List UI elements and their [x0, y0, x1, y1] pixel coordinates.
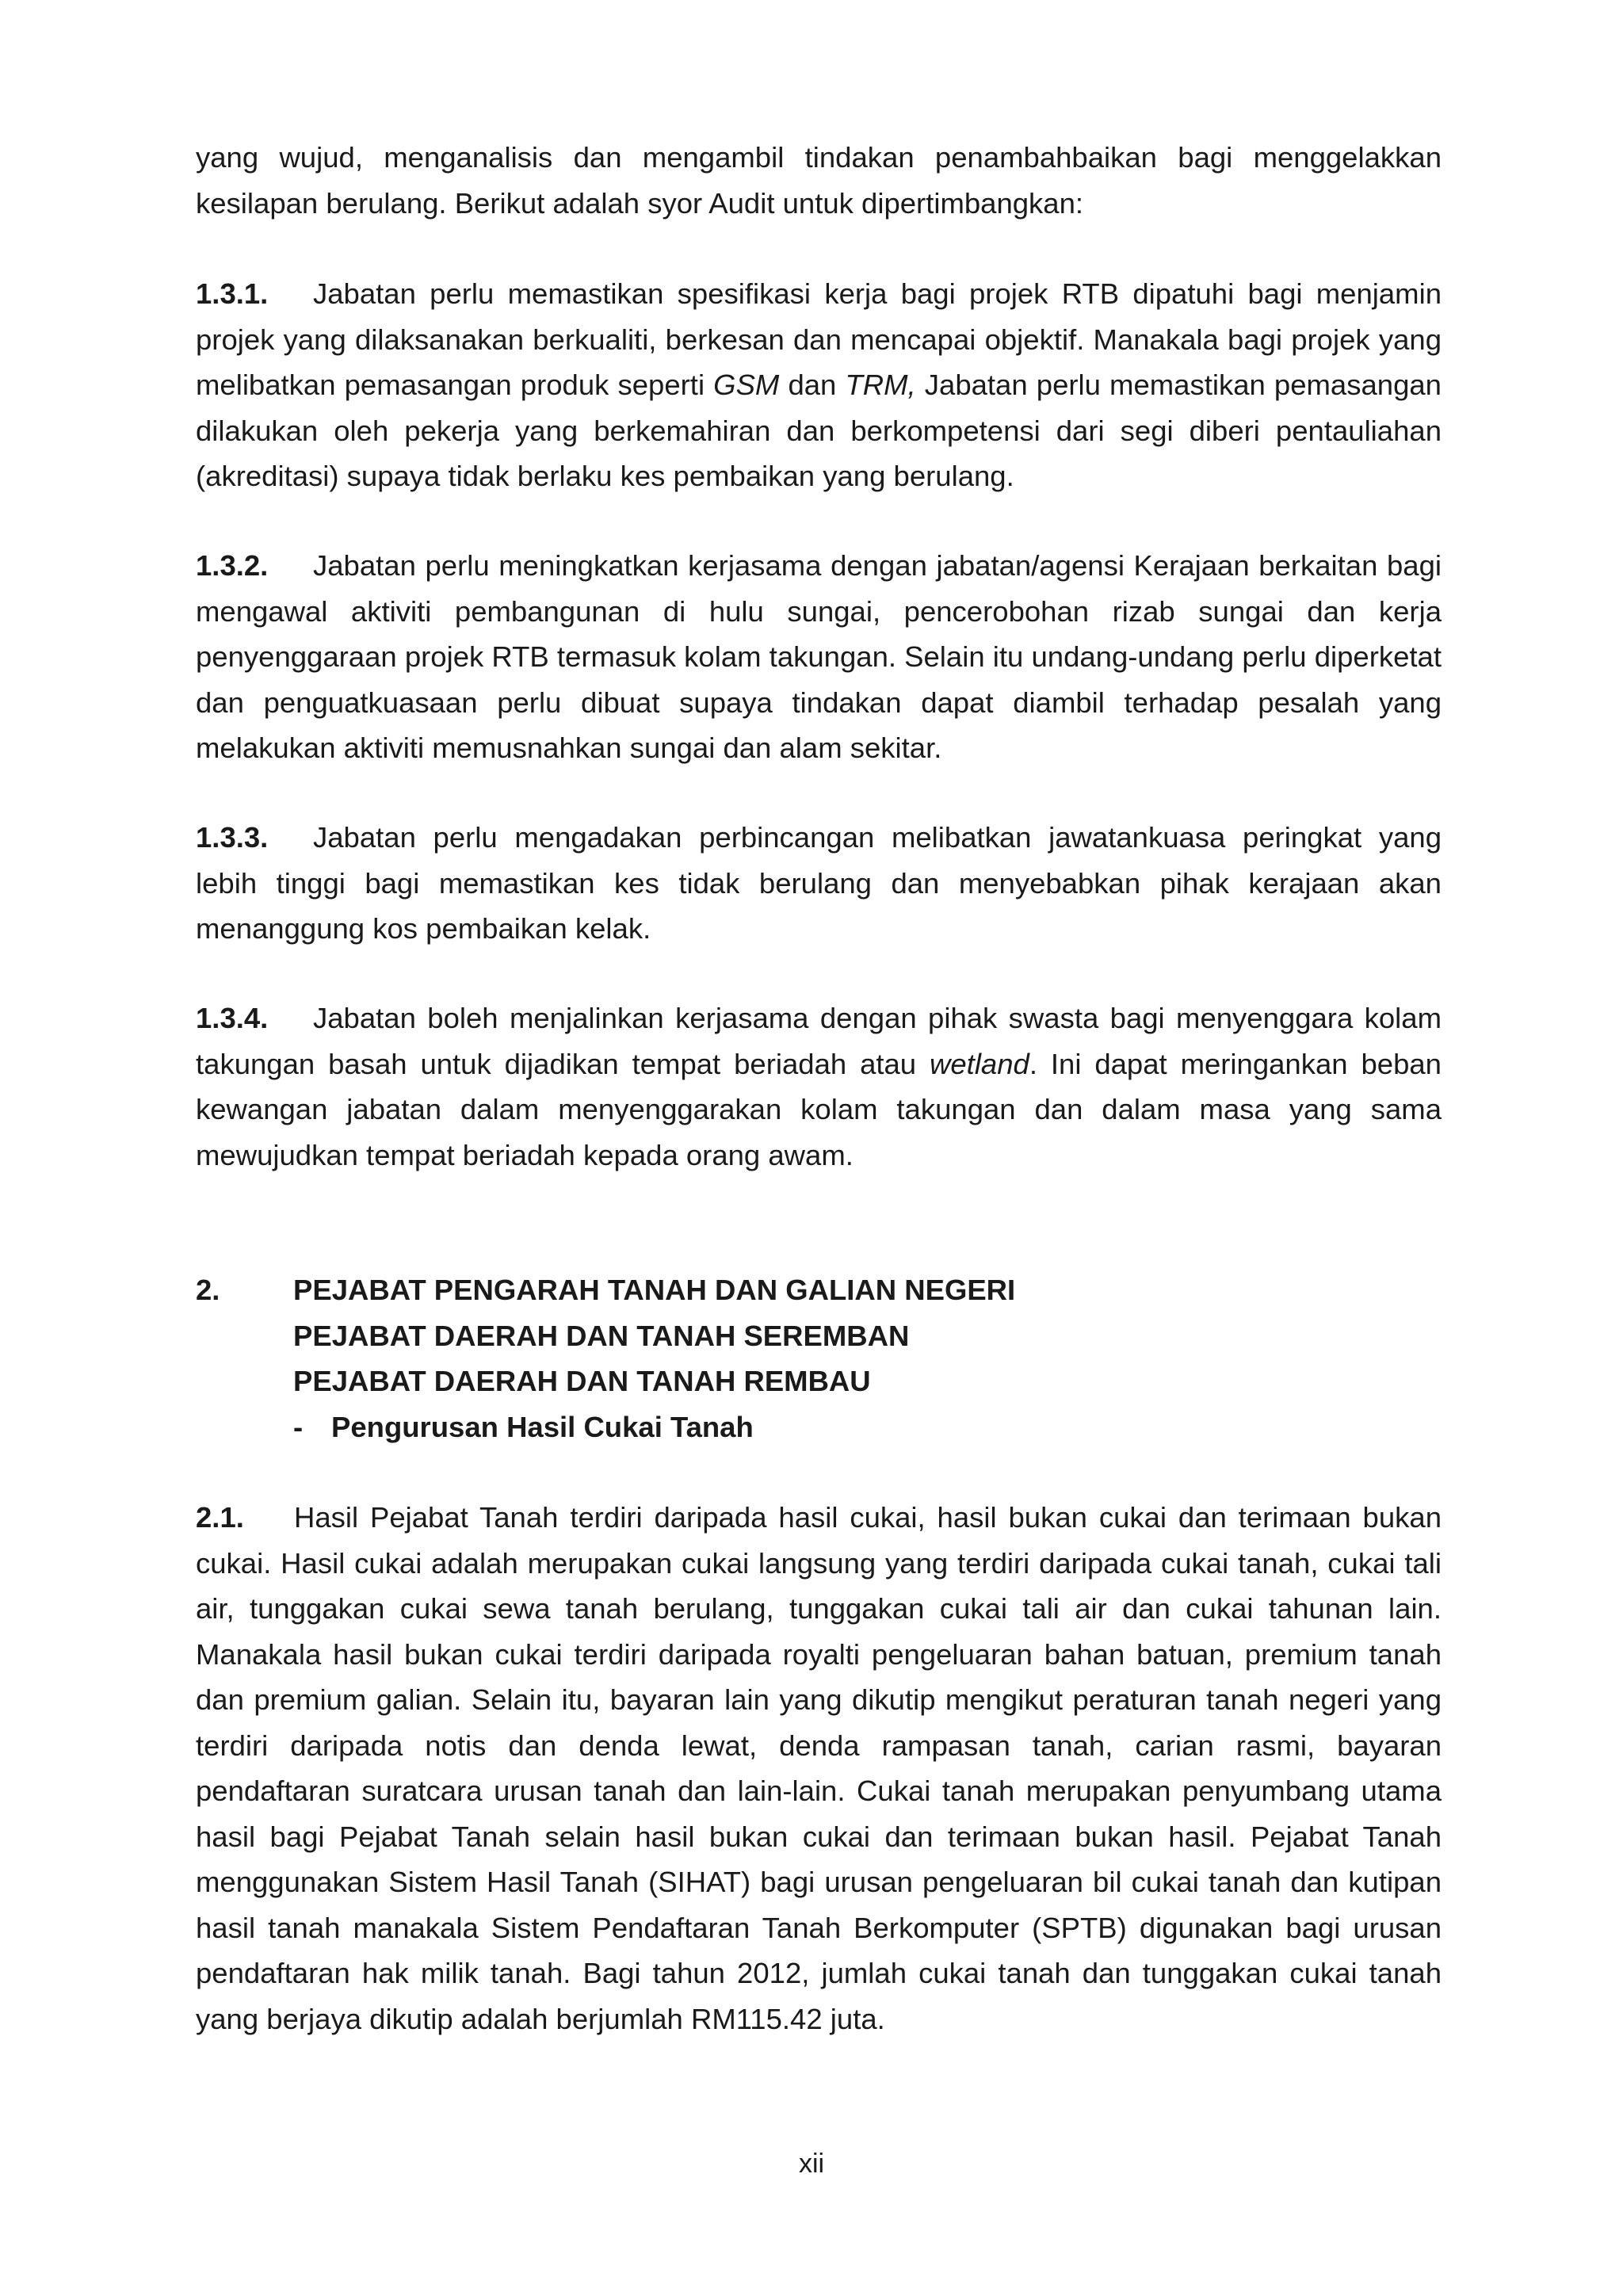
item-number: 1.3.2. [196, 549, 269, 582]
intro-text: yang wujud, menganalisis dan mengambil tindakan penambahbaikan bagi menggelakkan kesilapan berulang. Berikut adalah syor Audit untuk dipertimbangkan: [196, 141, 1442, 220]
item-text: Jabatan boleh menjalinkan kerjasama dengan pihak swasta bagi menyenggara kolam takungan basah untuk dijadikan tempat beriadah atau [196, 1002, 1442, 1080]
page-number: xii [798, 2149, 825, 2179]
item-italic-term: GSM [713, 369, 780, 401]
recommendation-1-3-4 [196, 995, 1442, 1178]
section-title-line: PEJABAT PENGARAH TANAH DAN GALIAN NEGERI [293, 1274, 1016, 1306]
section-number: 2. [196, 1274, 220, 1306]
item-text: Jabatan perlu mengadakan perbincangan melibatkan jawatankuasa peringkat yang lebih tinggi bagi memastikan kes tidak berulang dan menyebabkan pihak kerajaan akan menanggung kos pembaikan kelak. [196, 821, 1442, 945]
item-number: 1.3.4. [196, 1002, 269, 1034]
subtitle-dash: - [293, 1410, 304, 1443]
item-text: dan [779, 369, 846, 401]
item-text: . Ini dapat meringankan beban kewangan jabatan dalam menyenggarakan kolam takungan dan dalam masa yang sama mewujudkan tempat beriadah kepada orang awam. [196, 1047, 1442, 1171]
item-number: 1.3.3. [196, 821, 269, 854]
section-title-block [293, 1267, 1403, 1450]
section-title-line: PEJABAT DAERAH DAN TANAH SEREMBAN [293, 1319, 910, 1352]
item-italic-term: TRM, [845, 369, 916, 401]
section-subtitle: Pengurusan Hasil Cukai Tanah [331, 1410, 754, 1443]
item-text: Jabatan perlu memastikan pemasangan dilakukan oleh pekerja yang berkemahiran dan berkompetensi dari segi diberi pentauliahan (akreditasi) supaya tidak berlaku kes pembaikan yang berulang. [196, 369, 1442, 492]
item-text: Jabatan perlu memastikan spesifikasi kerja bagi projek RTB dipatuhi bagi menjamin projek yang dilaksanakan berkualiti, berkesan dan mencapai objektif. Manakala bagi projek yang melibatkan pemasangan produk seperti [196, 277, 1442, 401]
item-number: 1.3.1. [196, 277, 269, 310]
section-paragraph-2-1 [196, 1495, 1442, 2042]
recommendation-1-3-3 [196, 815, 1442, 952]
recommendation-1-3-1 [196, 271, 1442, 499]
section-title-line: PEJABAT DAERAH DAN TANAH REMBAU [293, 1365, 871, 1397]
item-italic-term: wetland [930, 1047, 1029, 1080]
recommendation-1-3-2 [196, 543, 1442, 771]
intro-paragraph [196, 135, 1442, 226]
section-subtitle-line [293, 1404, 1403, 1450]
item-text: Jabatan perlu meningkatkan kerjasama dengan jabatan/agensi Kerajaan berkaitan bagi mengawal aktiviti pembangunan di hulu sungai, pencerobohan rizab sungai dan kerja penyenggaraan projek RTB termasuk kolam takungan. Selain itu undang-undang perlu diperketat dan penguatkuasaan perlu dibuat supaya tindakan dapat diambil terhadap pesalah yang melakukan aktiviti memusnahkan sungai dan alam sekitar. [196, 549, 1442, 764]
item-text: Hasil Pejabat Tanah terdiri daripada hasil cukai, hasil bukan cukai dan terimaan bukan cukai. Hasil cukai adalah merupakan cukai langsung yang terdiri daripada cukai tanah, cukai tali air, tunggakan cukai sewa tanah berulang, tunggakan cukai tali air dan cukai tahunan lain. Manakala hasil bukan cukai terdiri daripada royalti pengeluaran bahan batuan, premium tanah dan premium galian. Selain itu, bayaran lain yang dikutip mengikut peraturan tanah negeri yang terdiri daripada notis dan denda lewat, denda rampasan tanah, carian rasmi, bayaran pendaftaran suratcara urusan tanah dan lain-lain. Cukai tanah merupakan penyumbang utama hasil bagi Pejabat Tanah selain hasil bukan cukai dan terimaan bukan hasil. Pejabat Tanah menggunakan Sistem Hasil Tanah (SIHAT) bagi urusan pengeluaran bil cukai tanah dan kutipan hasil tanah manakala Sistem Pendaftaran Tanah Berkomputer (SPTB) digunakan bagi urusan pendaftaran hak milik tanah. Bagi tahun 2012, jumlah cukai tanah dan tunggakan cukai tanah yang berjaya dikutip adalah berjumlah RM115.42 juta. [196, 1501, 1442, 2035]
item-number: 2.1. [196, 1501, 244, 1534]
